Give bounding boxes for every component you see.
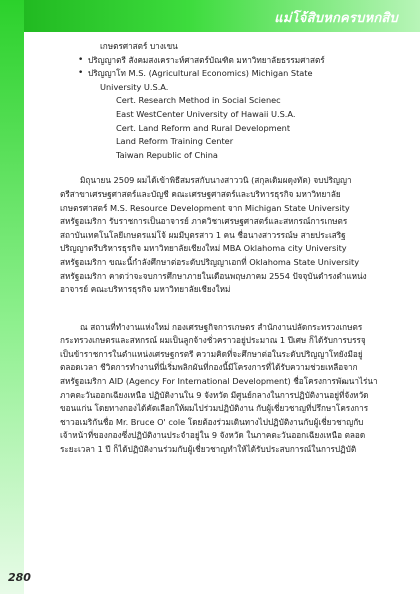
certificate-line: Cert. Research Method in Social Scienec xyxy=(116,95,281,106)
paragraph-marriage xyxy=(60,174,376,296)
document-body xyxy=(60,40,376,457)
page-number: 280 xyxy=(8,571,31,584)
left-decorative-bar xyxy=(0,0,24,594)
paragraph-line: สหรัฐอเมริกา คาดว่าจะจบการศึกษาภายในเดือนพฤษภาคม 2554 ปัจจุบันดำรงตำแหน่ง xyxy=(60,270,367,281)
degree-item-2 xyxy=(60,67,376,81)
degree-text-continued: University U.S.A. xyxy=(100,81,169,92)
certificate-line: Taiwan Republic of China xyxy=(116,149,218,160)
paragraph-line: ตรีสาขาเศรษฐศาสตร์และบัญชี คณะเศรษฐศาสตร์และบริหารธุรกิจ มหาวิทยาลัย xyxy=(60,188,341,199)
paragraph-line: เกษตรศาสตร์ M.S. Resource Development จาก Michigan State University xyxy=(60,202,350,213)
paragraph-line: ขอนแก่น โดยทางกองได้คัดเลือกให้ผมไปร่วมปฏิบัติงาน กับผู้เชี่ยวชาญที่ปรึกษาโครงการ xyxy=(60,403,369,414)
spacer xyxy=(60,297,376,321)
degree-text: ปริญญาโท M.S. (Agricultural Economics) Michigan State xyxy=(88,68,313,79)
paragraph-line: เป็นข้าราชการในตำแหน่งเศรษฐกรตรี ความคิดที่จะศึกษาต่อในระดับปริญญาโทยังมีอยู่ xyxy=(60,348,363,359)
header-title: แม่โจ้สิบหกครบหกสิบ xyxy=(274,11,398,26)
degree-text: ปริญญาตรี สังคมสงเคราะห์ศาสตร์บัณฑิต มหาวิทยาลัยธรรมศาสตร์ xyxy=(88,54,325,65)
paragraph-line: อาจารย์ คณะบริหารธุรกิจ มหาวิทยาลัยเชียงใหม่ xyxy=(60,284,231,295)
paragraph-line: กระทรวงเกษตรและสหกรณ์ ผมเป็นลูกจ้างชั่วคราวอยู่ประมาณ 1 ปีเศษ ก็ได้รับการบรรจุ xyxy=(60,335,366,346)
spacer xyxy=(60,162,376,174)
bullet-icon: • xyxy=(78,68,84,79)
paragraph-line: ระยะเวลา 1 ปี ก็ได้ปฏิบัติงานร่วมกับผู้เชี่ยวชาญทำให้ได้รับประสบการณ์ในการปฏิบัติ xyxy=(60,444,357,455)
paragraph-work xyxy=(60,321,376,457)
paragraph-line: ตลอดเวลา ชีวิตการทำงานที่นี่เริ่มพลิกผันที่กองนี้มีโครงการที่ได้รับความช่วยเหลือจาก xyxy=(60,362,358,373)
paragraph-line: ณ สถานที่ทำงานแห่งใหม่ กองเศรษฐกิจการเกษตร สำนักงานปลัดกระทรวงเกษตร xyxy=(80,321,363,332)
certificate-line: Cert. Land Reform and Rural Development xyxy=(116,122,291,133)
paragraph-line: สหรัฐอเมริกา รับราชการเป็นอาจารย์ ภาควิชาเศรษฐศาสตร์และสหกรณ์การเกษตร xyxy=(60,216,348,227)
paragraph-line: ปริญญาตรีบริหารธุรกิจ มหาวิทยาลัยเชียงใหม่ MBA Oklahoma city University xyxy=(60,243,347,254)
bullet-icon: • xyxy=(78,54,84,65)
paragraph-line: สหรัฐอเมริกา ขณะนี้กำลังศึกษาต่อระดับปริญญาเอกที่ Oklahoma State University xyxy=(60,256,360,267)
intro-line: เกษตรศาสตร์ บางเขน xyxy=(100,41,178,51)
degree-item-1 xyxy=(60,54,376,68)
paragraph-line: ชาวอเมริกันชื่อ Mr. Bruce O' cole โดยต้องร่วมเดินทางไปปฏิบัติงานกับผู้เชี่ยวชาญกับ xyxy=(60,416,364,427)
paragraph-line: เจ้าหน้าที่ของกองซึ่งปฏิบัติงานประจำอยู่ใน 9 จังหวัด ในภาคตะวันออกเฉียงเหนือ ตลอด xyxy=(60,430,366,441)
paragraph-line: มิถุนายน 2509 ผมได้เข้าพิธีสมรสกับนางสาววนิ (สกุลเดิมผดุงทัต) จบปริญญา xyxy=(80,175,352,186)
paragraph-line: ภาคตะวันออกเฉียงเหนือ ปฏิบัติงานใน 9 จังหวัด มีศูนย์กลางในการปฏิบัติงานอยู่ที่จังหวัด xyxy=(60,389,369,400)
certificate-line: East WestCenter University of Hawaii U.S.A. xyxy=(116,108,296,119)
paragraph-line: สถาบันเทคโนโลยีเกษตรแม่โจ้ ผมมีบุตรสาว 1 คน ชื่อนางสาวรรณ์ษ สายประเสริฐ xyxy=(60,229,346,240)
paragraph-line: สหรัฐอเมริกา AID (Agency For International Development) ชื่อโครงการพัฒนาไร่นา xyxy=(60,376,378,387)
certificate-line: Land Reform Training Center xyxy=(116,136,234,147)
